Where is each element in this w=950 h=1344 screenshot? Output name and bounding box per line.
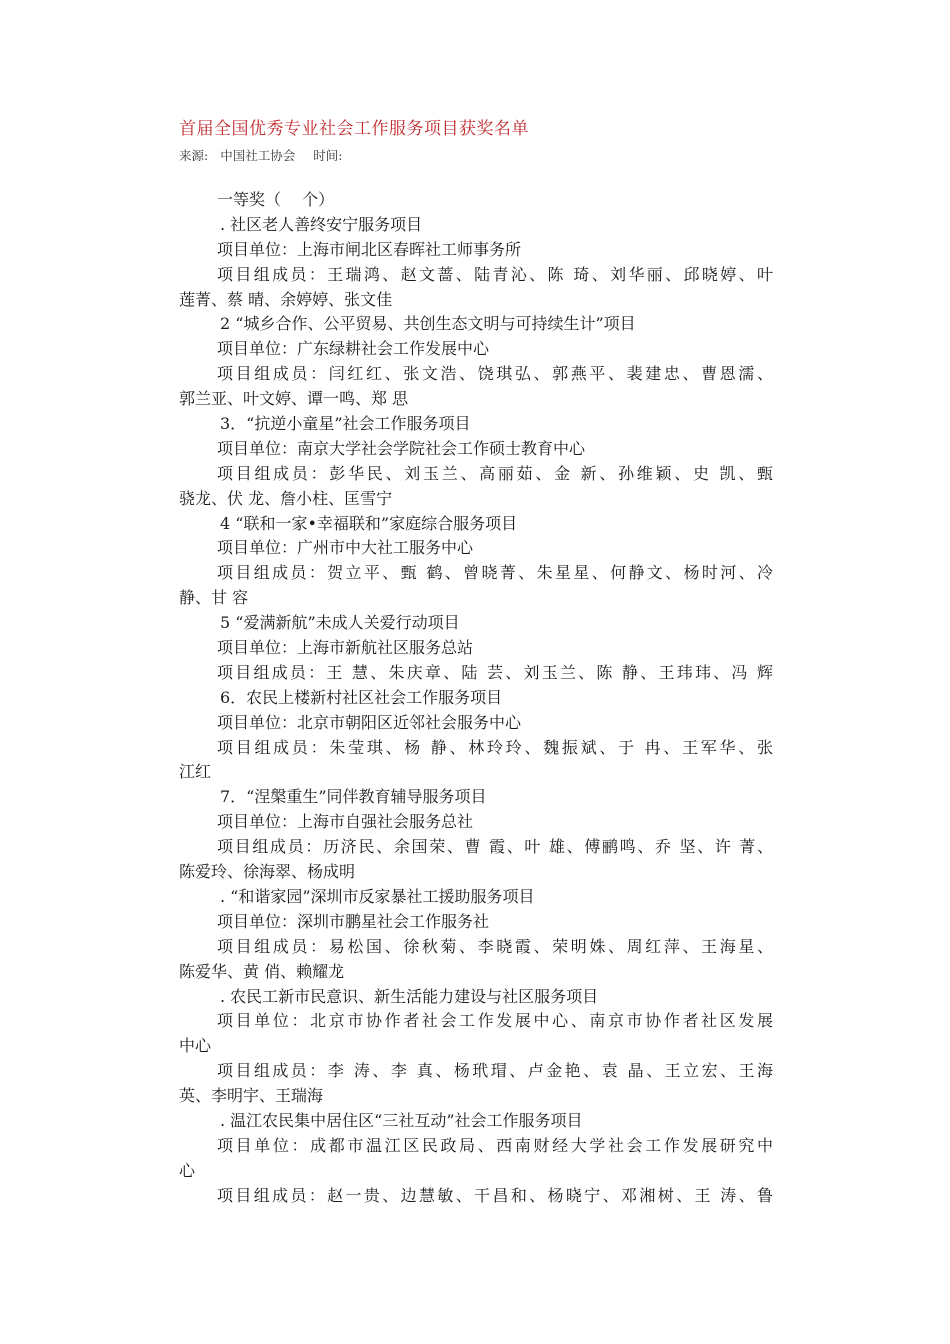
award-list	[179, 188, 773, 1209]
project-members-cont: 郭兰亚、叶文婷、谭一鸣、郑 思	[179, 389, 409, 409]
project-members: 项目组成员：赵一贵、边慧敏、干昌和、杨晓宁、邓湘树、王 涛、鲁	[217, 1185, 773, 1205]
project-title: . 温江农民集中居住区“三社互动”社会工作服务项目	[220, 1110, 583, 1130]
project-members: 项目组成员：历济民、余国荣、曹 霞、叶 雄、傅鹂鸣、乔 坚、许 菁、	[217, 837, 773, 857]
project-title: . 社区老人善终安宁服务项目	[220, 214, 423, 234]
document-title: 首届全国优秀专业社会工作服务项目获奖名单	[179, 119, 529, 139]
project-members-cont: 江红	[179, 762, 212, 782]
project-members-cont: 静、甘 容	[179, 588, 249, 608]
project-members: 项目组成员：王瑞鸿、赵文蔷、陆青沁、陈 琦、刘华丽、邱晓婷、叶	[217, 264, 773, 284]
project-members: 项目组成员：李 涛、李 真、杨玳瑁、卢金艳、袁 晶、王立宏、王海	[217, 1061, 773, 1081]
project-members-cont: 莲菁、蔡 晴、余婷婷、张文佳	[179, 289, 393, 309]
project-members: 项目组成员：易松国、徐秋菊、李晓霞、荣明姝、周红萍、王海星、	[217, 936, 773, 956]
project-members-cont: 英、李明宇、王瑞海	[179, 1086, 324, 1106]
time-label: 时间:	[313, 148, 343, 163]
project-title: . 农民工新市民意识、新生活能力建设与社区服务项目	[220, 986, 599, 1006]
document-meta	[179, 146, 342, 164]
project-members: 项目组成员：彭华民、刘玉兰、高丽茹、金 新、孙维颖、史 凯、甄	[217, 463, 773, 483]
project-unit: 项目单位：上海市闸北区春晖社工师事务所	[217, 239, 522, 259]
project-members: 项目组成员：朱莹琪、杨 静、林玲玲、魏振斌、于 冉、王军华、张	[217, 737, 773, 757]
project-unit: 项目单位：上海市新航社区服务总站	[217, 638, 474, 658]
project-members-cont: 陈爱玲、徐海翠、杨成明	[179, 862, 356, 882]
project-title: 6．农民上楼新村社区社会工作服务项目	[220, 687, 503, 707]
project-unit: 项目单位：南京大学社会学院社会工作硕士教育中心	[217, 438, 586, 458]
project-members-cont: 陈爱华、黄 俏、赖耀龙	[179, 961, 345, 981]
project-unit: 项目单位：成都市温江区民政局、西南财经大学社会工作发展研究中	[217, 1135, 773, 1155]
source-label: 来源:	[179, 148, 209, 163]
project-unit: 项目单位：北京市朝阳区近邻社会服务中心	[217, 712, 522, 732]
award-category-heading: 一等奖（ 个）	[217, 190, 335, 209]
project-title: . “和谐家园”深圳市反家暴社工援助服务项目	[220, 886, 535, 906]
source-value: 中国社工协会	[220, 148, 296, 163]
project-members: 项目组成员：王 慧、朱庆章、陆 芸、刘玉兰、陈 静、王玮玮、冯 辉	[217, 662, 773, 682]
project-members: 项目组成员：贺立平、甄 鹤、曾晓菁、朱星星、何静文、杨时河、冷	[217, 563, 773, 583]
project-unit: 项目单位：上海市自强社会服务总社	[217, 812, 474, 832]
project-title: 2 “城乡合作、公平贸易、共创生态文明与可持续生计”项目	[220, 314, 636, 334]
project-title: 3．“抗逆小童星”社会工作服务项目	[220, 414, 471, 434]
project-title: 7．“涅槃重生”同伴教育辅导服务项目	[220, 787, 487, 807]
project-members: 项目组成员：闫红红、张文浩、饶琪弘、郭燕平、裴建忠、曹恩濡、	[217, 364, 773, 384]
project-title: 4 “联和一家•幸福联和”家庭综合服务项目	[220, 513, 518, 533]
project-unit-cont: 心	[179, 1160, 196, 1180]
project-unit: 项目单位：北京市协作者社会工作发展中心、南京市协作者社区发展	[217, 1011, 773, 1031]
project-unit: 项目单位：深圳市鹏星社会工作服务社	[217, 911, 490, 931]
project-unit-cont: 中心	[179, 1036, 212, 1056]
project-title: 5 “爱满新航”未成人关爱行动项目	[220, 613, 460, 633]
project-unit: 项目单位：广东绿耕社会工作发展中心	[217, 339, 490, 359]
project-unit: 项目单位：广州市中大社工服务中心	[217, 538, 474, 558]
project-members-cont: 骁龙、伏 龙、詹小柱、匡雪宁	[179, 488, 393, 508]
